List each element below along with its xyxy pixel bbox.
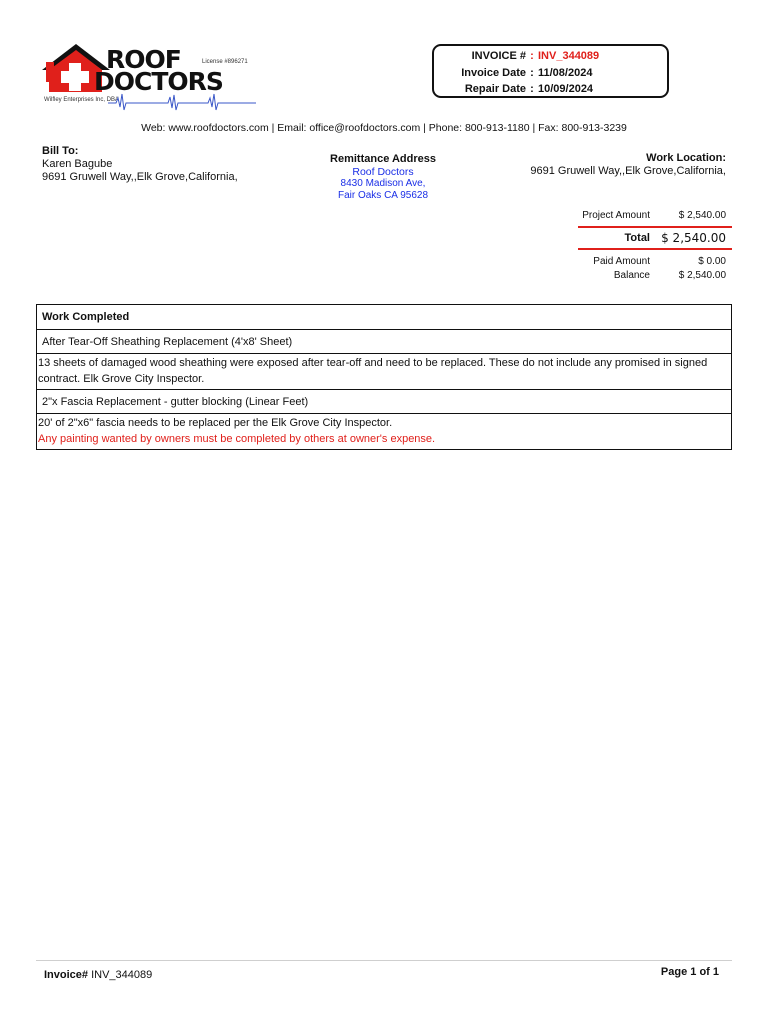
invoice-number-row [434,48,667,65]
bill-to-heading: Bill To: [42,145,79,157]
work-completed-table [36,304,732,450]
contact-line: Web: www.roofdoctors.com | Email: office@roofdoctors.com | Phone: 800-913-1180 | Fax: 800-913-3239 [141,122,627,134]
balance-label: Balance [613,269,650,281]
project-amount: $ 2,540.00 [678,209,726,221]
work-item-description [37,354,731,390]
work-location-heading: Work Location: [646,152,726,164]
remittance-street: 8430 Madison Ave, [340,178,426,189]
work-completed-header: Work Completed [37,305,731,330]
invoice-date: 11/08/2024 [538,66,593,79]
invoice-number-label: INVOICE # [471,50,526,63]
paid-amount: $ 0.00 [698,255,726,267]
repair-date: 10/09/2024 [538,83,594,96]
work-item-description-text: 13 sheets of damaged wood sheathing were exposed after tear-off and need to be replaced. These do not include any promised in signed contract. Elk Grove City Inspector. [38,357,708,385]
separator: : [530,66,534,79]
repair-date-row [434,81,667,98]
license-number: License #896271 [202,59,248,65]
remittance-heading: Remittance Address [330,153,436,165]
customer-name: Karen Bagube [42,158,113,170]
invoice-date-row [434,65,667,82]
separator: : [530,50,534,63]
brand-name-line1: ROOF [106,45,181,74]
bill-to-block [42,145,238,184]
paid-amount-row [540,254,732,268]
footer-invoice [44,969,152,981]
invoice-info-box [432,44,669,98]
invoice-number: INV_344089 [538,50,600,63]
paid-amount-label: Paid Amount [593,255,650,267]
footer-invoice-number: INV_344089 [91,969,153,981]
customer-address: 9691 Gruwell Way,,Elk Grove,California, [42,171,238,183]
footer-divider [36,960,732,961]
remittance-company: Roof Doctors [352,166,414,178]
dba-text: Wilfley Enterprises Inc, DBA [44,97,120,103]
invoice-date-label: Invoice Date [461,66,526,79]
work-location-address: 9691 Gruwell Way,,Elk Grove,California, [530,165,726,177]
work-item-description [37,414,731,449]
brand-name-line2: DOCTORS [94,67,223,96]
work-item-title: 2"x Fascia Replacement - gutter blocking (Linear Feet) [37,390,731,414]
heartbeat-line-icon [108,92,256,112]
balance-row [540,268,732,282]
work-location-block [530,152,726,178]
total-row [578,226,732,250]
footer-invoice-label: Invoice# [44,969,89,981]
remittance-block [298,153,468,202]
total-amount: $ 2,540.00 [661,231,726,245]
company-logo [40,42,260,112]
totals-block [540,208,732,282]
repair-date-label: Repair Date [464,83,526,96]
remittance-city: Fair Oaks CA 95628 [337,190,429,201]
page-number: Page 1 of 1 [660,966,719,978]
work-item-title: After Tear-Off Sheathing Replacement (4'x8' Sheet) [37,330,731,354]
separator: : [530,83,534,96]
work-item-note: Any painting wanted by owners must be completed by others at owner's expense. [38,433,436,445]
balance-amount: $ 2,540.00 [678,269,726,281]
total-label: Total [624,232,650,244]
project-amount-row [540,208,732,222]
work-item-description-text: 20' of 2"x6" fascia needs to be replaced per the Elk Grove City Inspector. [38,417,393,429]
project-amount-label: Project Amount [582,209,650,221]
